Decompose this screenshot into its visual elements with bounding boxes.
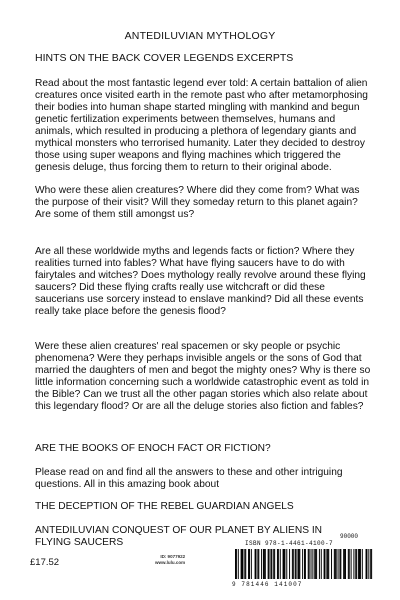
barcode-bar [271, 549, 272, 579]
barcode-bar [331, 549, 332, 579]
lulu-url: www.lulu.com [155, 560, 186, 565]
barcode-bar [245, 549, 246, 579]
barcode-bar [368, 549, 369, 579]
book-title: ANTEDILUVIAN MYTHOLOGY [124, 30, 276, 42]
barcode-bar [340, 549, 341, 579]
barcode-bar [343, 549, 344, 579]
barcode-bar [327, 549, 328, 579]
barcode-bar [348, 549, 349, 579]
barcode-bar [366, 549, 367, 579]
barcode-bar [359, 549, 360, 579]
barcode-bar [315, 549, 316, 579]
barcode-bar [278, 549, 279, 579]
barcode-bar [335, 549, 336, 579]
paragraph-spacemen: Were these alien creatures' real spacemen or sky people or psychic phenomena? Were they perhaps invisible angels or the sons of God that married the daughters of men and begot the mighty ones? Why is there so little information concerning such a worldwide catastrophic event as told in the Bible? Can we trust all the other pagan stories which also relate about this legendary flood? Or are all the deluge stories also fiction and fables? [35, 341, 371, 412]
lulu-id: ID: 9077922 [160, 554, 186, 559]
barcode-bar [296, 549, 297, 579]
barcode-bar [328, 549, 329, 579]
barcode-bar [336, 549, 337, 579]
barcode-bar [351, 549, 352, 579]
barcode-bar [274, 549, 275, 579]
barcode-bar [302, 549, 303, 579]
barcode-bar [289, 549, 290, 579]
paragraph-myths: Are all these worldwide myths and legends facts or fiction? Where they realities turned into fables? What have flying saucers have to do with fairytales and witches? Does mythology really revolve around these flying saucers? Did these flying crafts really use witchcraft or did these saucerians use sorcery instead to enslave mankind? Did all these events really take place before the genesis flood? [35, 246, 366, 317]
barcode-bar [269, 549, 270, 579]
barcode-bar [370, 549, 371, 579]
barcode-bar [264, 549, 265, 579]
price-addon-code: 90000 [340, 533, 359, 540]
barcode-bar [263, 549, 264, 579]
barcode-bar [299, 549, 300, 579]
barcode-bar [258, 549, 259, 579]
barcode-bar [308, 549, 309, 579]
barcode-bar [280, 549, 281, 579]
barcode-bar [325, 549, 326, 579]
barcode-bar [255, 549, 256, 579]
barcode-bar [242, 549, 243, 579]
barcode-bar [339, 549, 340, 579]
isbn-text: ISBN 978-1-4461-4100-7 [245, 540, 334, 547]
barcode-bar [257, 549, 258, 579]
barcode-bar [236, 549, 237, 579]
barcode-bar [338, 549, 339, 579]
barcode-bar [235, 549, 236, 579]
barcode-bar [349, 549, 350, 579]
barcode-bar [241, 549, 242, 579]
barcode-bar [326, 549, 327, 579]
hints-heading: HINTS ON THE BACK COVER LEGENDS EXCERPTS [35, 52, 294, 64]
barcode-bar [345, 549, 346, 579]
isbn-digits: 9 781446 141007 [232, 581, 303, 588]
barcode-bar [277, 549, 278, 579]
barcode-bar [270, 549, 271, 579]
barcode-bar [295, 549, 296, 579]
barcode-bar [321, 549, 322, 579]
barcode-bar [283, 549, 284, 579]
barcode-bar [249, 549, 250, 579]
barcode-bar [360, 549, 361, 579]
barcode-bar [362, 549, 363, 579]
barcode-bar [283, 549, 284, 579]
barcode-bar [251, 549, 252, 579]
barcode-icon [235, 549, 373, 579]
paragraph-alien-questions: Who were these alien creatures? Where did they come from? What was the purpose of their visit? Will they someday return to this planet again? Are some of them still amongst us? [35, 185, 360, 220]
barcode-bar [356, 549, 357, 579]
barcode-bar [355, 549, 356, 579]
barcode-bar [371, 549, 372, 579]
barcode-bar [311, 549, 312, 579]
enoch-question: ARE THE BOOKS OF ENOCH FACT OR FICTION? [35, 443, 271, 454]
barcode-bar [314, 549, 315, 579]
barcode-bar [304, 549, 305, 579]
barcode-bar [353, 549, 354, 579]
barcode-bar [297, 549, 298, 579]
barcode-bar [238, 549, 239, 579]
lulu-id-block [155, 554, 185, 566]
deception-heading: THE DECEPTION OF THE REBEL GUARDIAN ANGELS [35, 501, 294, 512]
barcode-bar [248, 549, 249, 579]
barcode-bar [309, 549, 310, 579]
barcode-bar [298, 549, 299, 579]
conquest-heading: ANTEDILUVIAN CONQUEST OF OUR PLANET BY ALIENS IN FLYING SAUCERS [35, 525, 323, 548]
price-label: £17.52 [30, 557, 60, 568]
paragraph-legend: Read about the most fantastic legend ever told: A certain battalion of alien creatures once visited earth in the remote past who after metamorphosing their bodies into human shape started mingling with mankind and begun genetic fertilization experiments between themselves, humans and animals, which resulted in producing a plethora of legendary giants and mythical monsters who terrorised humanity. Later they decided to destroy those using super weapons and flying machines which triggered the genesis deluge, thus forcing them to return to their original abode. [35, 78, 368, 173]
barcode-bar [324, 549, 325, 579]
barcode-bar [242, 549, 243, 579]
barcode-bar [305, 549, 306, 579]
barcode-bar [244, 549, 245, 579]
barcode-bar [268, 549, 269, 579]
barcode-bar [265, 549, 266, 579]
barcode-bar [358, 549, 359, 579]
paragraph-read-on: Please read on and find all the answers to these and other intriguing questions. All in this amazing book about [35, 467, 343, 490]
barcode-bar [319, 549, 320, 579]
barcode-bar [256, 549, 257, 579]
barcode-bar [344, 549, 345, 579]
barcode-bar [366, 549, 367, 579]
barcode-bar [292, 549, 293, 579]
barcode-bar [316, 549, 317, 579]
barcode-bar [312, 549, 313, 579]
barcode-bar [334, 549, 335, 579]
barcode-bar [273, 549, 274, 579]
barcode-bar [293, 549, 294, 579]
barcode-bar [286, 549, 287, 579]
barcode-bar [261, 549, 262, 579]
barcode-bar [284, 549, 285, 579]
